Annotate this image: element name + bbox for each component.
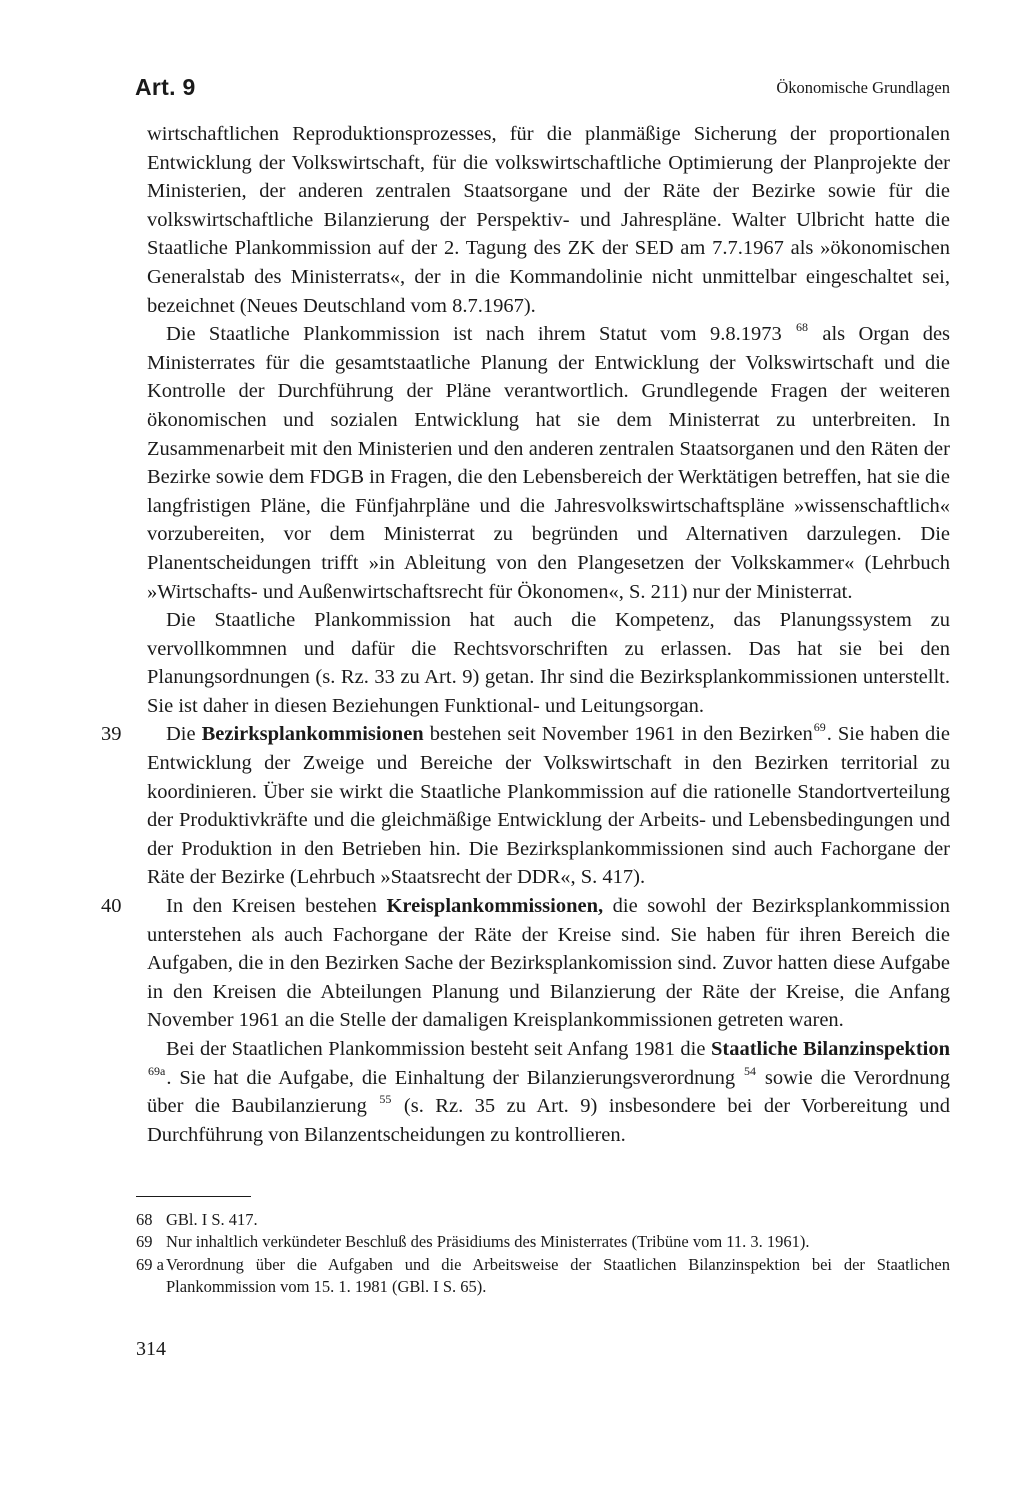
page-number: 314 [136, 1338, 166, 1360]
running-head: Ökonomische Grundlagen [776, 78, 950, 97]
footnote-ref[interactable]: 68 [796, 320, 809, 335]
body-text [101, 120, 951, 1149]
article-label: Art. 9 [135, 74, 196, 100]
paragraph [147, 320, 950, 606]
footnote-number: 69 [136, 1232, 153, 1252]
footnote [136, 1209, 950, 1231]
text-run: In den Kreisen bestehen [166, 895, 377, 918]
text-run: die sowohl der Bezirksplankommission unterstehen als auch Fachorgane der Räte der Kreise sind. Sie haben für ihren Bereich die Aufgaben, die in den Bezirken Sache der Bezirksplankomission sind. Zuvor hatten diese Aufgabe in den Kreisen die Abteilungen Planung und Bilanzierung der Räte der Kreise, die Anfang November 1961 an die Stelle der damaligen Kreisplankommissionen getreten waren. [147, 895, 951, 1032]
margin-number: 39 [101, 723, 122, 746]
text-run: Die Staatliche Plankommission ist nach ihrem Statut vom 9.8.1973 [166, 323, 782, 346]
footnote-ref[interactable]: 55 [379, 1092, 392, 1107]
footnote-ref[interactable]: 54 [744, 1063, 756, 1078]
paragraph: wirtschaftlichen Reproduktionsprozesses, für die planmäßige Sicherung der proportionalen Entwicklung der Volkswirtschaft, für die volkswirtschaftliche Optimierung der Planprojekte der Ministerien, der anderen zentralen Staatsorgane und der Räte der Bezirke sowie für die volkswirtschaftliche Bilanzierung der Perspektiv- und Jahrespläne. Walter Ulbricht hatte die Staatliche Plankommission auf der 2. Tagung des ZK der SED am 7.7.1967 als »ökonomischen Generalstab des Ministerrats«, der in die Kommandolinie nicht unmittelbar eingeschaltet sei, bezeichnet (Neues Deutschland vom 8.7.1967). [147, 123, 950, 317]
paragraph: Die Staatliche Plankommission hat auch die Kompetenz, das Planungssystem zu vervollkommnen und dafür die Rechtsvorschriften zu erlassen. Das hat sie bei den Planungsordnungen (s. Rz. 33 zu Art. 9) getan. Ihr sind die Bezirksplankommissionen unterstellt. Sie ist daher in diesen Beziehungen Funktional- und Leitungsorgan. [147, 609, 950, 717]
footnote [136, 1231, 950, 1253]
paragraph [101, 892, 951, 1035]
footnote-number: 69 a [136, 1254, 164, 1274]
text-run: sowie die Verordnung über die Baubilanzierung [147, 1066, 950, 1118]
footnote-text: GBl. I S. 417. [166, 1210, 258, 1229]
text-run: . Sie hat die Aufgabe, die Einhaltung der Bilanzierungsverordnung [166, 1066, 736, 1089]
footnote-text: Nur inhaltlich verkündeter Beschluß des Präsidiums des Ministerrates (Tribüne vom 11. 3. 1961). [166, 1232, 810, 1252]
footnote-number: 68 [136, 1210, 153, 1229]
margin-number: 40 [101, 895, 122, 918]
footnote-text: Verordnung über die Aufgaben und die Arbeitsweise der Staatlichen Bilanzinspektion bei der Staatlichen Plankommission vom 15. 1. 1981 (GBl. I S. 65). [166, 1254, 950, 1296]
text-run: (s. Rz. 35 zu Art. 9) insbesondere bei der Vorbereitung und Durchführung von Bilanzentscheidungen zu kontrollieren. [147, 1095, 951, 1146]
keyword: Staatliche Bilanzinspektion [710, 1038, 950, 1060]
keyword: Bezirksplankommisionen [201, 723, 424, 746]
text-run: Die [166, 723, 196, 746]
footnote-ref[interactable]: 69a [148, 1063, 166, 1078]
page-header [135, 74, 950, 104]
text-run: bestehen seit November 1961 in den Bezirken [429, 723, 813, 746]
footnote-divider [136, 1196, 251, 1197]
footnote-ref[interactable]: 69 [813, 720, 826, 735]
paragraph [147, 1035, 950, 1149]
text-run: als Organ des Ministerrates für die gesamtstaatliche Planung der Entwicklung der Volkswirtschaft und die Kontrolle der Durchführung der Pläne verantwortlich. Grundlegende Fragen der weiteren ökonomischen und sozialen Entwicklung hat sie dem Ministerrat zu unterbreiten. In Zusammenarbeit mit den Ministerien und den anderen zentralen Staatsorganen und den Räten der Bezirke sowie dem FDGB in Fragen, die den Lebensbereich der Werktätigen betreffen, hat sie die langfristigen Pläne, die Fünfjahrpläne und die Jahresvolkswirtschaftspläne »wissenschaftlich« vorzubereiten, vor dem Ministerrat zu begründen und Alternativen darzulegen. Die Planentscheidungen trifft »in Ableitung von den Plangesetzen der Volkskammer« (Lehrbuch »Wirtschafts- und Außenwirtschaftsrecht für Ökonomen«, S. 211) nur der Ministerrat. [147, 323, 951, 603]
text-run: Bei der Staatlichen Plankommission besteht seit Anfang 1981 die [166, 1038, 706, 1060]
text-run: . Sie haben die Entwicklung der Zweige und Bereiche der Volkswirtschaft in den Bezirken territorial zu koordinieren. Über sie wirkt die Staatliche Plankommission auf die rationelle Standortverteilung der Produktivkräfte und die gleichmäßige Entwicklung der Arbeits- und Lebensbedingungen und der Produktion in den Betrieben hin. Die Bezirksplankommissionen sind auch Fachorgane der Räte der Bezirke (Lehrbuch »Staatsrecht der DDR«, S. 417). [147, 723, 951, 889]
footnotes [136, 1209, 950, 1298]
paragraph [101, 720, 951, 892]
keyword: Kreisplankommissionen, [386, 895, 604, 918]
footnote [136, 1254, 950, 1299]
